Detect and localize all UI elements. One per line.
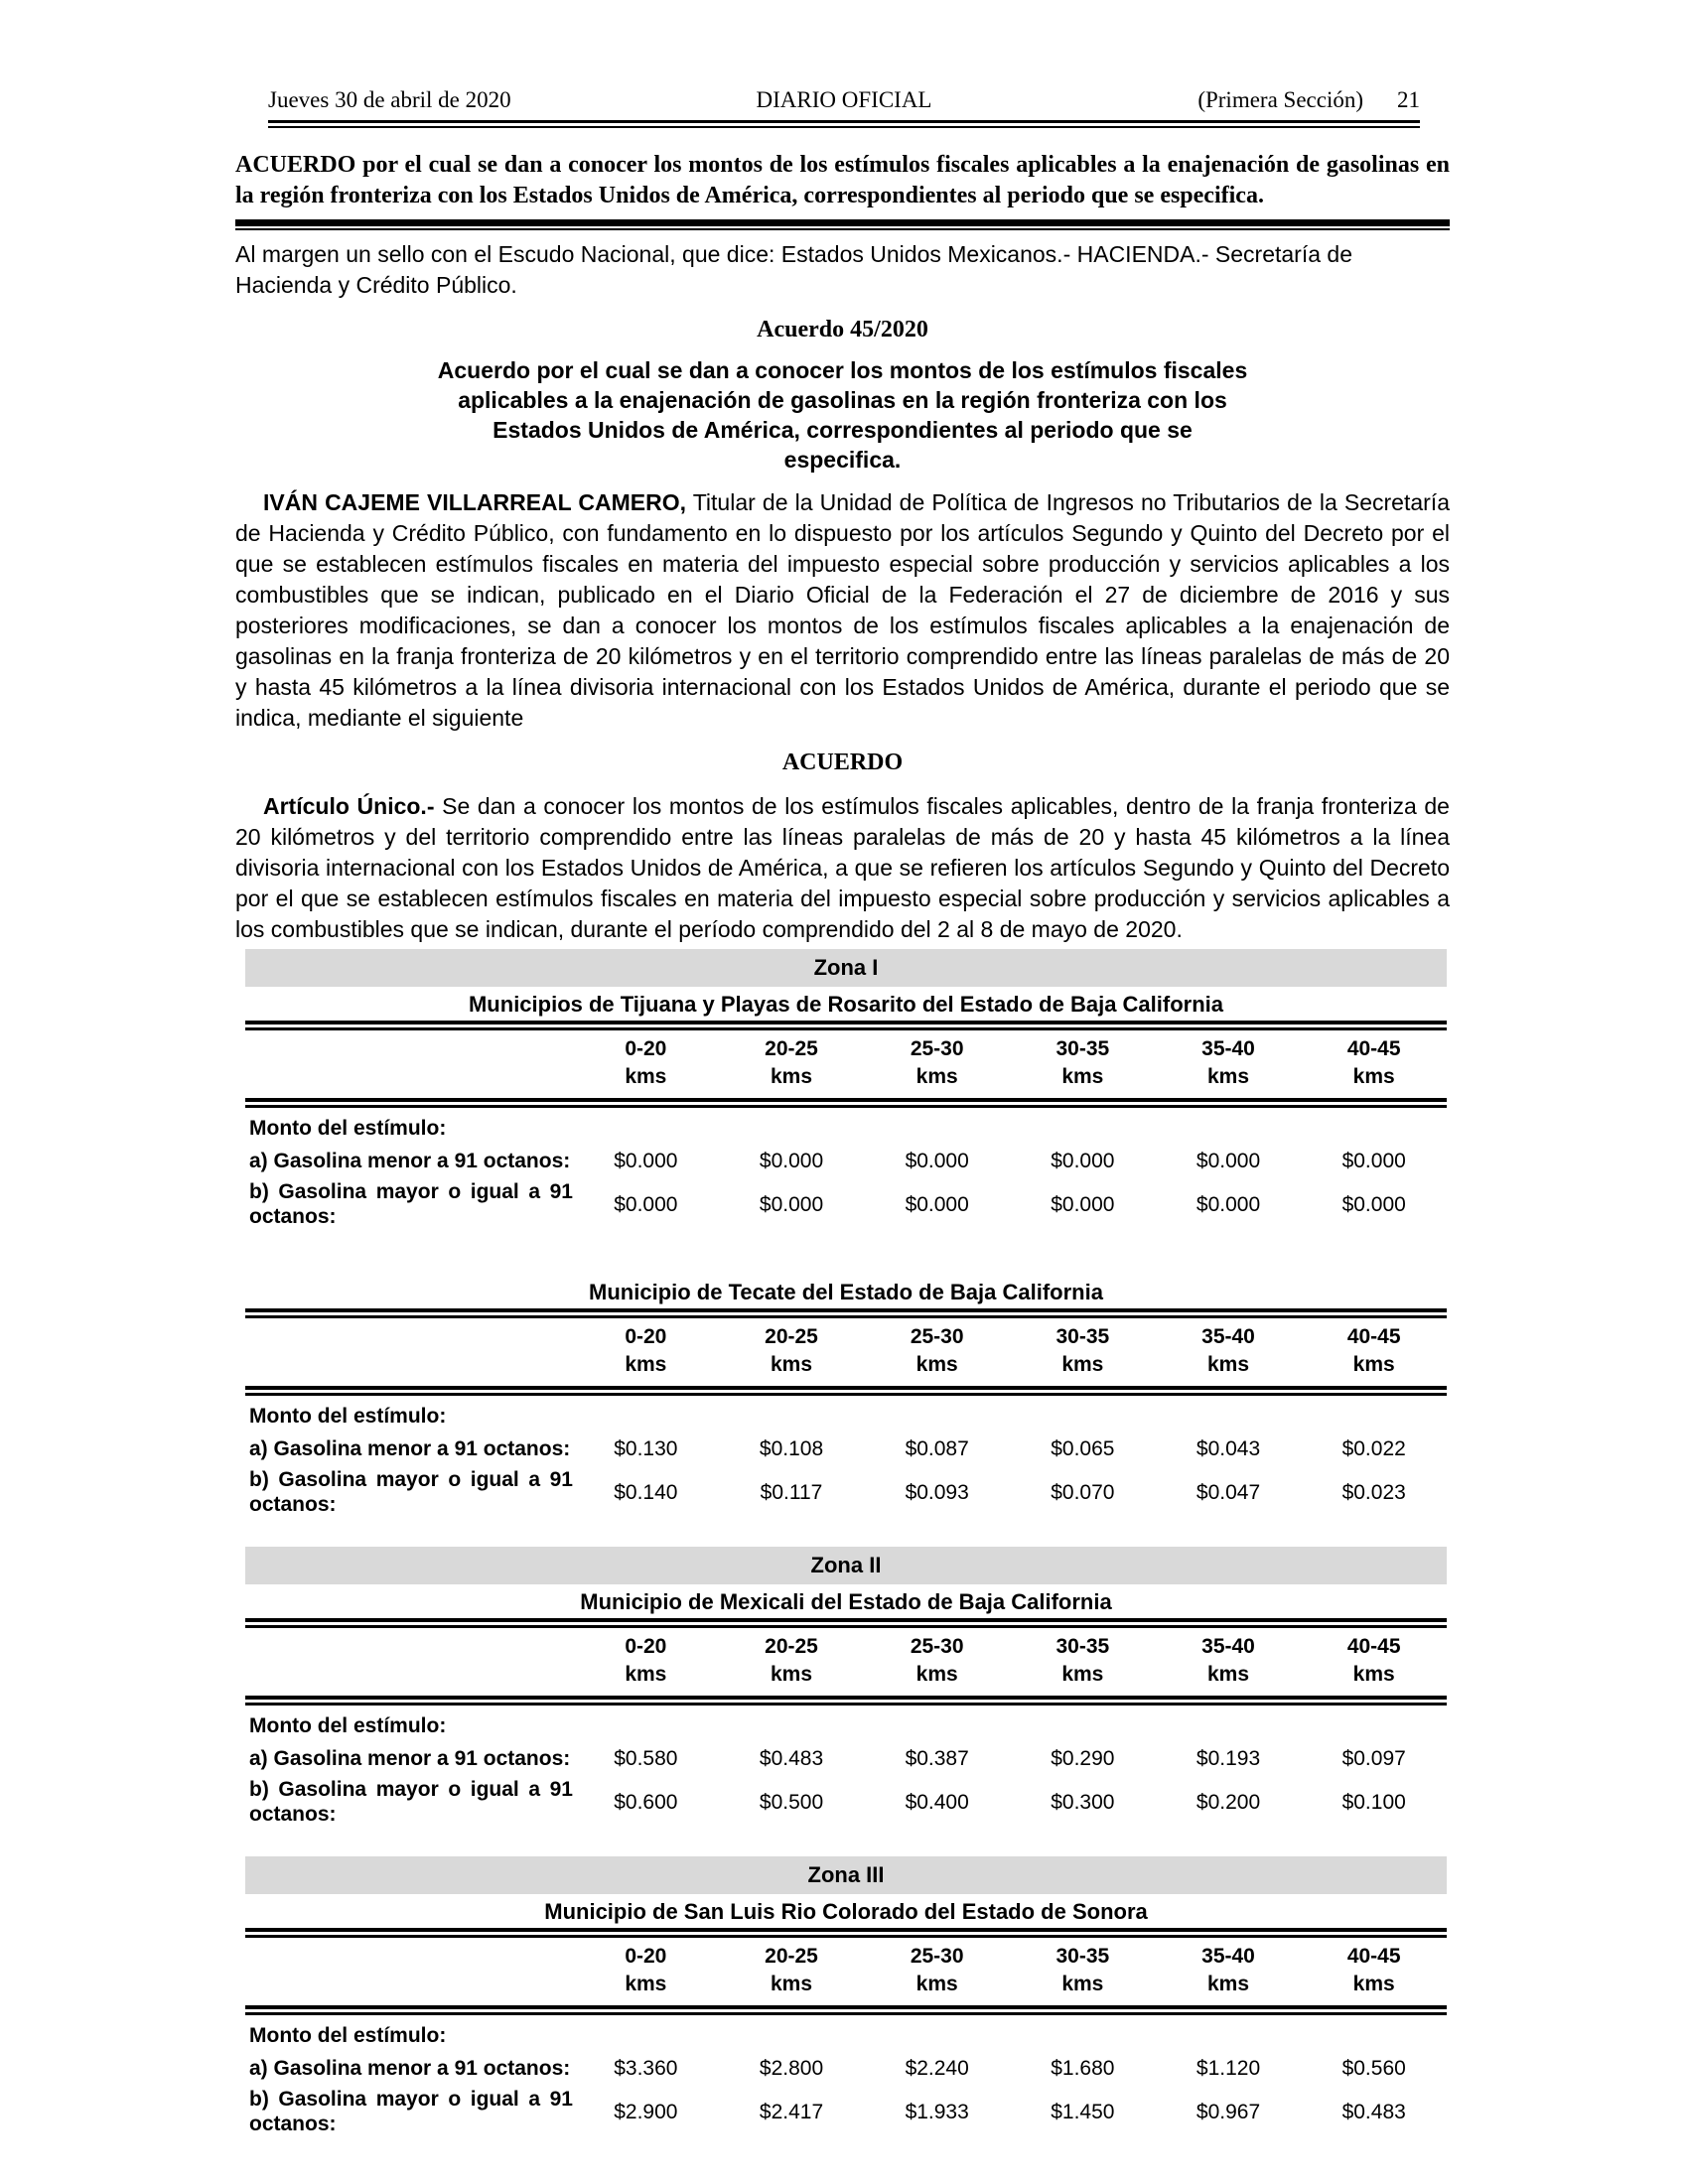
monto-label: Monto del estímulo: <box>249 1405 447 1428</box>
document-summary: ACUERDO por el cual se dan a conocer los montos de los estímulos fiscales aplicables a la enajenación de gasolinas en la región fronteriza con los Estados Unidos de América, correspondientes al periodo que se especifica. <box>235 152 1450 208</box>
page-header <box>235 87 1450 113</box>
stimulus-table-zona-1 <box>245 949 1447 1235</box>
stimulus-value: $0.097 <box>1341 1747 1406 1770</box>
stimulus-value: $0.093 <box>905 1480 969 1504</box>
column-header: 25-30 kms <box>910 1945 964 1995</box>
stimulus-value: $0.000 <box>905 1192 969 1216</box>
stimulus-value: $0.600 <box>614 1790 678 1814</box>
stimulus-value: $0.000 <box>1196 1192 1261 1216</box>
column-header: 40-45 kms <box>1346 1037 1401 1088</box>
monto-label: Monto del estímulo: <box>249 2024 447 2047</box>
table-rule <box>245 1021 1447 1030</box>
zone-band: Zona II <box>245 1547 1447 1584</box>
stimulus-table-tecate <box>245 1275 1447 1523</box>
stimulus-value: $0.043 <box>1196 1437 1261 1460</box>
column-header: 30-35 kms <box>1055 1945 1110 1995</box>
zone-band: Zona I <box>245 949 1447 987</box>
row-b-label: b) Gasolina mayor o igual a 91 octanos: <box>249 2088 573 2135</box>
column-header: 25-30 kms <box>910 1635 964 1686</box>
column-header: 25-30 kms <box>910 1325 964 1376</box>
stimulus-value: $0.140 <box>614 1480 678 1504</box>
column-header: 40-45 kms <box>1346 1325 1401 1376</box>
column-header: 35-40 kms <box>1201 1325 1255 1376</box>
section-label: (Primera Sección) <box>1197 87 1363 112</box>
table-row-b <box>245 1176 1447 1235</box>
stimulus-table-zona-2 <box>245 1547 1447 1833</box>
stimulus-value: $0.000 <box>1341 1150 1406 1172</box>
row-a-label: a) Gasolina menor a 91 octanos: <box>249 1150 571 1172</box>
table-rule <box>245 1308 1447 1318</box>
intro-lead: IVÁN CAJEME VILLARREAL CAMERO, <box>263 489 687 515</box>
municipality-title: Municipios de Tijuana y Playas de Rosarito del Estado de Baja California <box>468 992 1224 1017</box>
stimulus-value: $1.450 <box>1051 2100 1115 2123</box>
stimulus-value: $0.200 <box>1196 1790 1261 1814</box>
table-rule <box>245 1098 1447 1108</box>
table-row-b <box>245 2084 1447 2142</box>
table-rule <box>245 1928 1447 1938</box>
stimulus-value: $0.108 <box>759 1437 824 1460</box>
stimulus-value: $0.000 <box>1051 1150 1115 1172</box>
stimulus-value: $0.087 <box>905 1437 969 1460</box>
column-header: 0-20 kms <box>625 1945 667 1995</box>
stimulus-value: $0.193 <box>1196 1747 1261 1770</box>
column-header: 40-45 kms <box>1346 1945 1401 1995</box>
column-header: 20-25 kms <box>765 1635 818 1686</box>
header-rule <box>268 120 1420 128</box>
monto-label: Monto del estímulo: <box>249 1714 447 1737</box>
stimulus-value: $3.360 <box>614 2057 678 2080</box>
stimulus-table-zona-3 <box>245 1856 1447 2142</box>
column-header: 30-35 kms <box>1055 1635 1110 1686</box>
stimulus-value: $0.000 <box>759 1150 824 1172</box>
margin-note: Al margen un sello con el Escudo Nacional, que dice: Estados Unidos Mexicanos.- HACIENDA.- Secretaría de Hacienda y Crédito Público. <box>235 241 1352 298</box>
stimulus-value: $0.290 <box>1051 1747 1115 1770</box>
divider-bar <box>235 219 1450 230</box>
stimulus-value: $2.900 <box>614 2100 678 2123</box>
row-a-label: a) Gasolina menor a 91 octanos: <box>249 1437 571 1460</box>
column-header-row <box>245 1628 1447 1696</box>
stimulus-value: $0.560 <box>1341 2057 1406 2080</box>
stimulus-value: $0.047 <box>1196 1480 1261 1504</box>
stimulus-value: $0.070 <box>1051 1480 1115 1504</box>
column-header-row <box>245 1030 1447 1098</box>
intro-paragraph <box>235 487 1450 734</box>
municipality-title: Municipio de San Luis Rio Colorado del Estado de Sonora <box>544 1899 1148 1924</box>
articulo-text: Se dan a conocer los montos de los estímulos fiscales aplicables, dentro de la franja fronteriza de 20 kilómetros y del territorio comprendido entre las líneas paralelas de más de 20 y hasta 45 kilómetros a la línea divisoria internacional con los Estados Unidos de América, a que se refieren los artículos Segundo y Quinto del Decreto por el que se establecen estímulos fiscales en materia del impuesto especial sobre producción y servicios aplicables a los combustibles que se indican, durante el período comprendido del 2 al 8 de mayo de 2020. <box>235 793 1450 942</box>
stimulus-value: $0.000 <box>759 1192 824 1216</box>
stimulus-value: $0.000 <box>614 1150 678 1172</box>
monto-label: Monto del estímulo: <box>249 1117 447 1140</box>
header-right <box>931 87 1420 113</box>
stimulus-value: $1.933 <box>905 2100 969 2123</box>
column-header: 0-20 kms <box>625 1037 667 1088</box>
stimulus-value: $0.000 <box>1051 1192 1115 1216</box>
column-header: 35-40 kms <box>1201 1037 1255 1088</box>
stimulus-value: $0.387 <box>905 1747 969 1770</box>
stimulus-value: $0.065 <box>1051 1437 1115 1460</box>
municipality-title: Municipio de Tecate del Estado de Baja California <box>589 1280 1103 1304</box>
stimulus-value: $0.967 <box>1196 2100 1261 2123</box>
articulo-unico-paragraph <box>235 791 1450 945</box>
stimulus-value: $1.680 <box>1051 2057 1115 2080</box>
column-header: 40-45 kms <box>1346 1635 1401 1686</box>
acuerdo-centered-title: Acuerdo por el cual se dan a conocer los montos de los estímulos fiscales aplicables a la enajenación de gasolinas en la región fronteriza con los Estados Unidos de América, correspondientes al periodo que se especifica. <box>437 357 1248 473</box>
stimulus-value: $0.400 <box>905 1790 969 1814</box>
stimulus-value: $0.483 <box>1341 2100 1406 2123</box>
column-header: 20-25 kms <box>765 1945 818 1995</box>
table-row-a <box>245 2052 1447 2084</box>
column-header: 0-20 kms <box>625 1325 667 1376</box>
table-row-a <box>245 1742 1447 1774</box>
stimulus-value: $0.500 <box>759 1790 824 1814</box>
table-rule <box>245 1386 1447 1396</box>
acuerdo-number: Acuerdo 45/2020 <box>757 317 928 342</box>
stimulus-value: $0.117 <box>760 1480 823 1504</box>
row-b-label: b) Gasolina mayor o igual a 91 octanos: <box>249 1468 573 1516</box>
table-rule <box>245 1696 1447 1706</box>
municipality-title: Municipio de Mexicali del Estado de Baja California <box>580 1589 1112 1614</box>
column-header: 35-40 kms <box>1201 1945 1255 1995</box>
row-a-label: a) Gasolina menor a 91 octanos: <box>249 2057 571 2080</box>
stimulus-value: $0.000 <box>905 1150 969 1172</box>
row-a-label: a) Gasolina menor a 91 octanos: <box>249 1747 571 1770</box>
table-rule <box>245 2005 1447 2015</box>
column-header: 30-35 kms <box>1055 1325 1110 1376</box>
stimulus-value: $2.800 <box>759 2057 824 2080</box>
section-heading-acuerdo: ACUERDO <box>781 750 904 775</box>
stimulus-value: $1.120 <box>1196 2057 1261 2080</box>
row-b-label: b) Gasolina mayor o igual a 91 octanos: <box>249 1778 573 1826</box>
column-header-row <box>245 1938 1447 2005</box>
articulo-lead: Artículo Único.- <box>263 793 435 819</box>
column-header: 25-30 kms <box>910 1037 964 1088</box>
table-row-b <box>245 1464 1447 1523</box>
stimulus-value: $2.417 <box>759 2100 824 2123</box>
header-date: Jueves 30 de abril de 2020 <box>268 87 511 112</box>
table-rule <box>245 1618 1447 1628</box>
stimulus-value: $0.130 <box>614 1437 678 1460</box>
table-row-a <box>245 1433 1447 1464</box>
table-row-a <box>245 1145 1447 1176</box>
stimulus-value: $0.000 <box>614 1192 678 1216</box>
column-header-row <box>245 1318 1447 1386</box>
column-header: 0-20 kms <box>625 1635 667 1686</box>
zone-band: Zona III <box>245 1856 1447 1894</box>
column-header: 20-25 kms <box>765 1037 818 1088</box>
journal-title: DIARIO OFICIAL <box>756 87 932 112</box>
column-header: 30-35 kms <box>1055 1037 1110 1088</box>
stimulus-value: $0.000 <box>1341 1192 1406 1216</box>
page-number: 21 <box>1397 87 1420 112</box>
table-row-b <box>245 1774 1447 1833</box>
column-header: 35-40 kms <box>1201 1635 1255 1686</box>
stimulus-value: $0.100 <box>1341 1790 1406 1814</box>
intro-text: Titular de la Unidad de Política de Ingresos no Tributarios de la Secretaría de Hacienda y Crédito Público, con fundamento en lo dispuesto por los artículos Segundo y Quinto del Decreto por el que se establecen estímulos fiscales en materia del impuesto especial sobre producción y servicios aplicables a los combustibles que se indican, publicado en el Diario Oficial de la Federación el 27 de diciembre de 2016 y sus posteriores modificaciones, se dan a conocer los montos de los estímulos fiscales aplicables a la enajenación de gasolinas en la franja fronteriza de 20 kilómetros y en el territorio comprendido entre las líneas paralelas de más de 20 y hasta 45 kilómetros a la línea divisoria internacional con los Estados Unidos de América, durante el periodo que se indica, mediante el siguiente <box>235 489 1450 731</box>
stimulus-value: $0.023 <box>1341 1480 1406 1504</box>
stimulus-value: $2.240 <box>905 2057 969 2080</box>
row-b-label: b) Gasolina mayor o igual a 91 octanos: <box>249 1180 573 1228</box>
stimulus-value: $0.580 <box>614 1747 678 1770</box>
stimulus-value: $0.022 <box>1341 1437 1406 1460</box>
stimulus-value: $0.000 <box>1196 1150 1261 1172</box>
stimulus-value: $0.300 <box>1051 1790 1115 1814</box>
column-header: 20-25 kms <box>765 1325 818 1376</box>
stimulus-value: $0.483 <box>759 1747 824 1770</box>
